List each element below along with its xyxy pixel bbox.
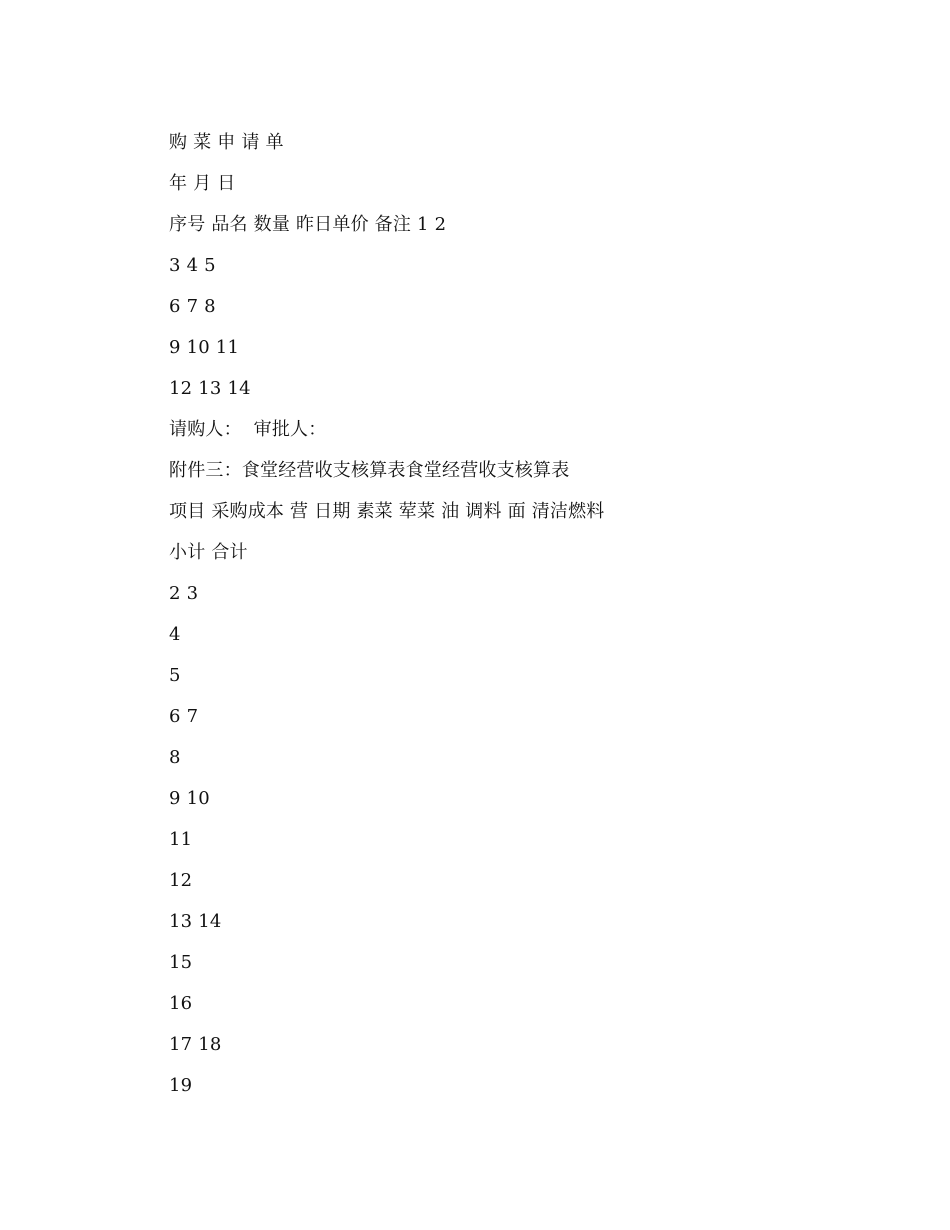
row-numbers-line: 9 10 bbox=[169, 788, 210, 809]
subtotal-line: 小计 合计 bbox=[169, 542, 248, 563]
row-numbers-line: 5 bbox=[169, 665, 181, 686]
accounting-header-line: 项目 采购成本 营 日期 素菜 荤菜 油 调料 面 清洁燃料 bbox=[169, 501, 605, 522]
row-numbers-line: 9 10 11 bbox=[169, 337, 240, 358]
row-numbers-line: 2 3 bbox=[169, 583, 199, 604]
row-numbers-line: 6 7 8 bbox=[169, 296, 216, 317]
table-header-line: 序号 品名 数量 昨日单价 备注 1 2 bbox=[169, 214, 447, 235]
attachment-title: 附件三：食堂经营收支核算表食堂经营收支核算表 bbox=[169, 460, 570, 481]
row-numbers-line: 6 7 bbox=[169, 706, 199, 727]
row-numbers-line: 17 18 bbox=[169, 1034, 222, 1055]
row-numbers-line: 13 14 bbox=[169, 911, 222, 932]
row-numbers-line: 12 bbox=[169, 870, 193, 891]
row-numbers-line: 3 4 5 bbox=[169, 255, 216, 276]
form-title: 购 菜 申 请 单 bbox=[169, 132, 284, 153]
row-numbers-line: 4 bbox=[169, 624, 181, 645]
row-numbers-line: 19 bbox=[169, 1075, 193, 1096]
row-numbers-line: 11 bbox=[169, 829, 193, 850]
row-numbers-line: 15 bbox=[169, 952, 193, 973]
document-body bbox=[169, 128, 605, 1112]
row-numbers-line: 12 13 14 bbox=[169, 378, 251, 399]
date-line: 年 月 日 bbox=[169, 173, 236, 194]
row-numbers-line: 16 bbox=[169, 993, 193, 1014]
row-numbers-line: 8 bbox=[169, 747, 181, 768]
signature-line: 请购人： 审批人： bbox=[169, 419, 327, 440]
